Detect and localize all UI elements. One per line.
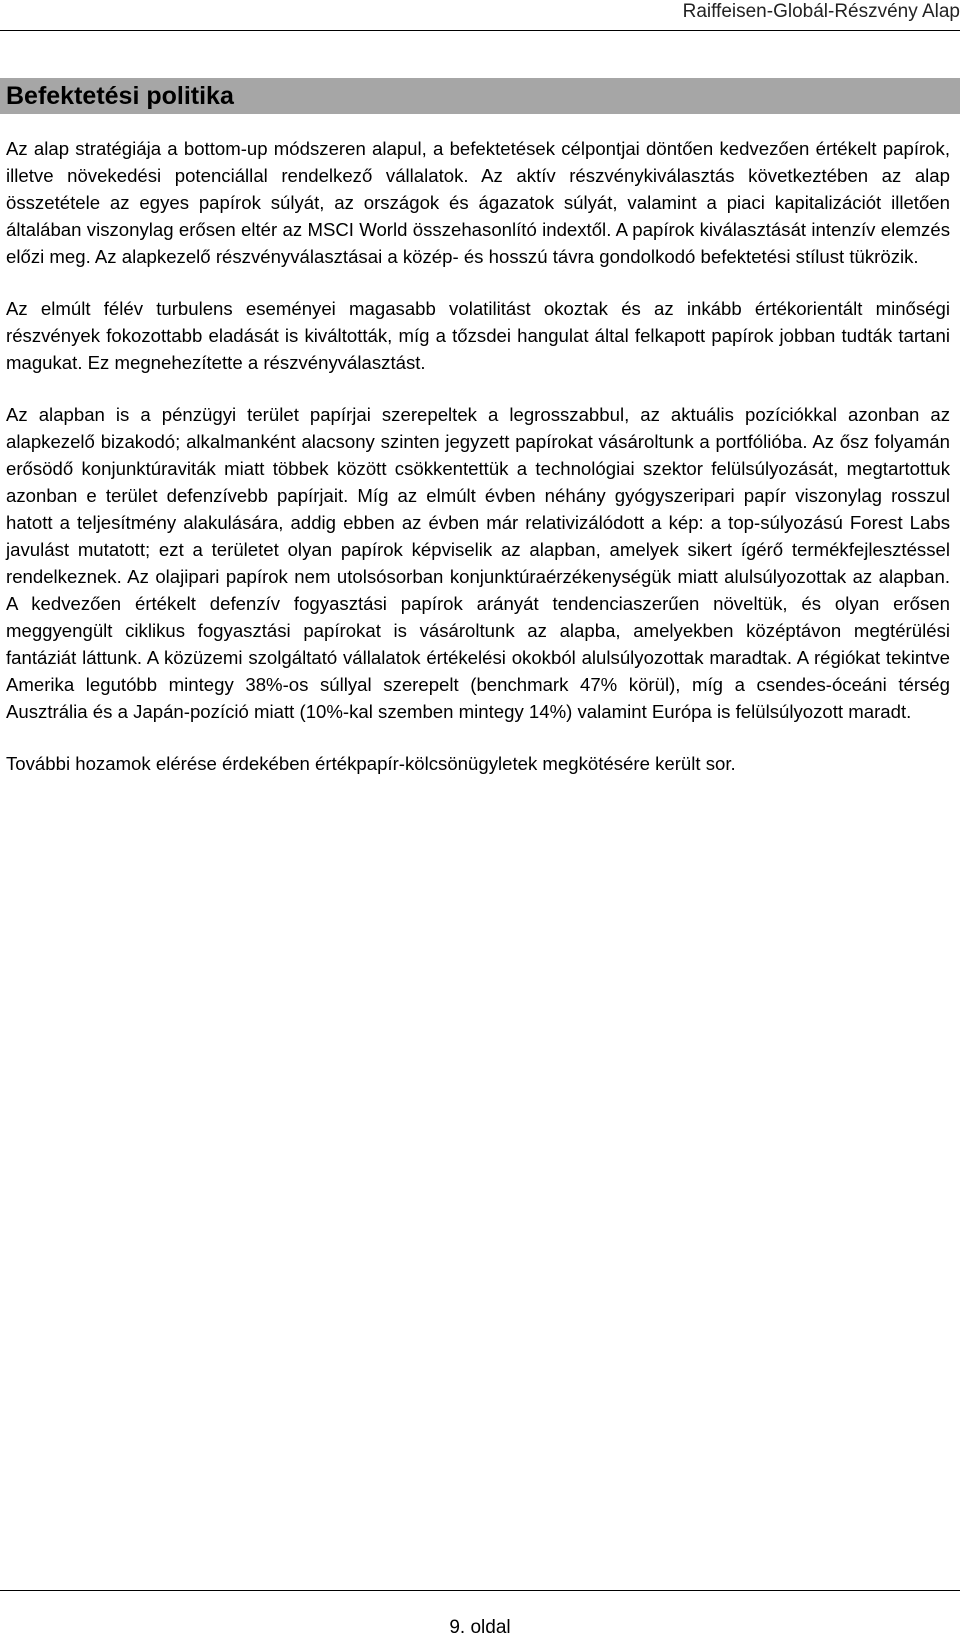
paragraph-volatility: Az elmúlt félév turbulens eseményei magasabb volatilitást okoztak és az inkább értékorientált minőségi részvények fokozottabb eladását is kiváltották, míg a tőzsdei hangulat által felkapott papírok jobban tudták tartani magukat. Ez megnehezítette a részvényválasztást. <box>6 298 950 373</box>
paragraph-securities-lending: További hozamok elérése érdekében értékpapír-kölcsönügyletek megkötésére került sor. <box>6 753 736 774</box>
paragraph-sectors-regions: Az alapban is a pénzügyi terület papírjai szerepeltek a legrosszabbul, az aktuális pozíciókkal azonban az alapkezelő bizakodó; alkalmanként alacsony szinten jegyzett papírokat vásároltunk a portfólióba. Az ősz folyamán erősödő konjunktúraviták miatt többek között csökkentettük a technológiai szektor felülsúlyozását, megtartottuk azonban e terület defenzívebb papírjait. Míg az elmúlt évben néhány gyógyszeripari papír viszonylag rosszul hatott a teljesítmény alakulására, addig ebben az évben már relativizálódott a kép: a top-súlyozású Forest Labs javulást mutatott; ezt a területet olyan papírok képviselik az alapban, amelyek sikert ígérő termékfejlesztéssel rendelkeznek. Az olajipari papírok nem utolsósorban konjunktúraérzékenységük miatt alulsúlyozottak az alapban. A kedvezően értékelt defenzív fogyasztási papírok arányát tendenciaszerűen növeltük, és olyan erősen meggyengült ciklikus fogyasztási papírokat is vásároltunk az alapba, amelyekben középtávon megtérülési fantáziát láttunk. A közüzemi szolgáltató vállalatok értékelési okokból alulsúlyozottak maradtak. A régiókat tekintve Amerika legutóbb mintegy 38%-os súllyal szerepelt (benchmark 47% körül), míg a csendes-óceáni térség Ausztrália és a Japán-pozíció miatt (10%-kal szemben mintegy 14%) valamint Európa is felülsúlyozott maradt. <box>6 404 950 722</box>
body-text <box>6 135 950 802</box>
footer-divider <box>0 1590 960 1591</box>
paragraph-strategy: Az alap stratégiája a bottom-up módszeren alapul, a befektetések célpontjai döntően kedvezően értékelt papírok, illetve növekedési potenciállal rendelkező vállalatok. Az aktív részvénykiválasztás következtében az alap összetétele az egyes papírok súlyát, az országok és ágazatok súlyát, valamint a piaci kapitalizációt illetően általában viszonylag erősen eltér az MSCI World összehasonlító indextől. A papírok kiválasztását intenzív elemzés előzi meg. Az alapkezelő részvényválasztásai a közép- és hosszú távra gondolkodó befektetési stílust tükrözik. <box>6 138 950 267</box>
section-title: Befektetési politika <box>6 82 234 110</box>
running-header-title: Raiffeisen-Globál-Részvény Alap <box>682 1 960 22</box>
section-heading-bar <box>0 78 960 114</box>
header-divider <box>0 30 960 31</box>
page-number: 9. oldal <box>449 1617 511 1638</box>
